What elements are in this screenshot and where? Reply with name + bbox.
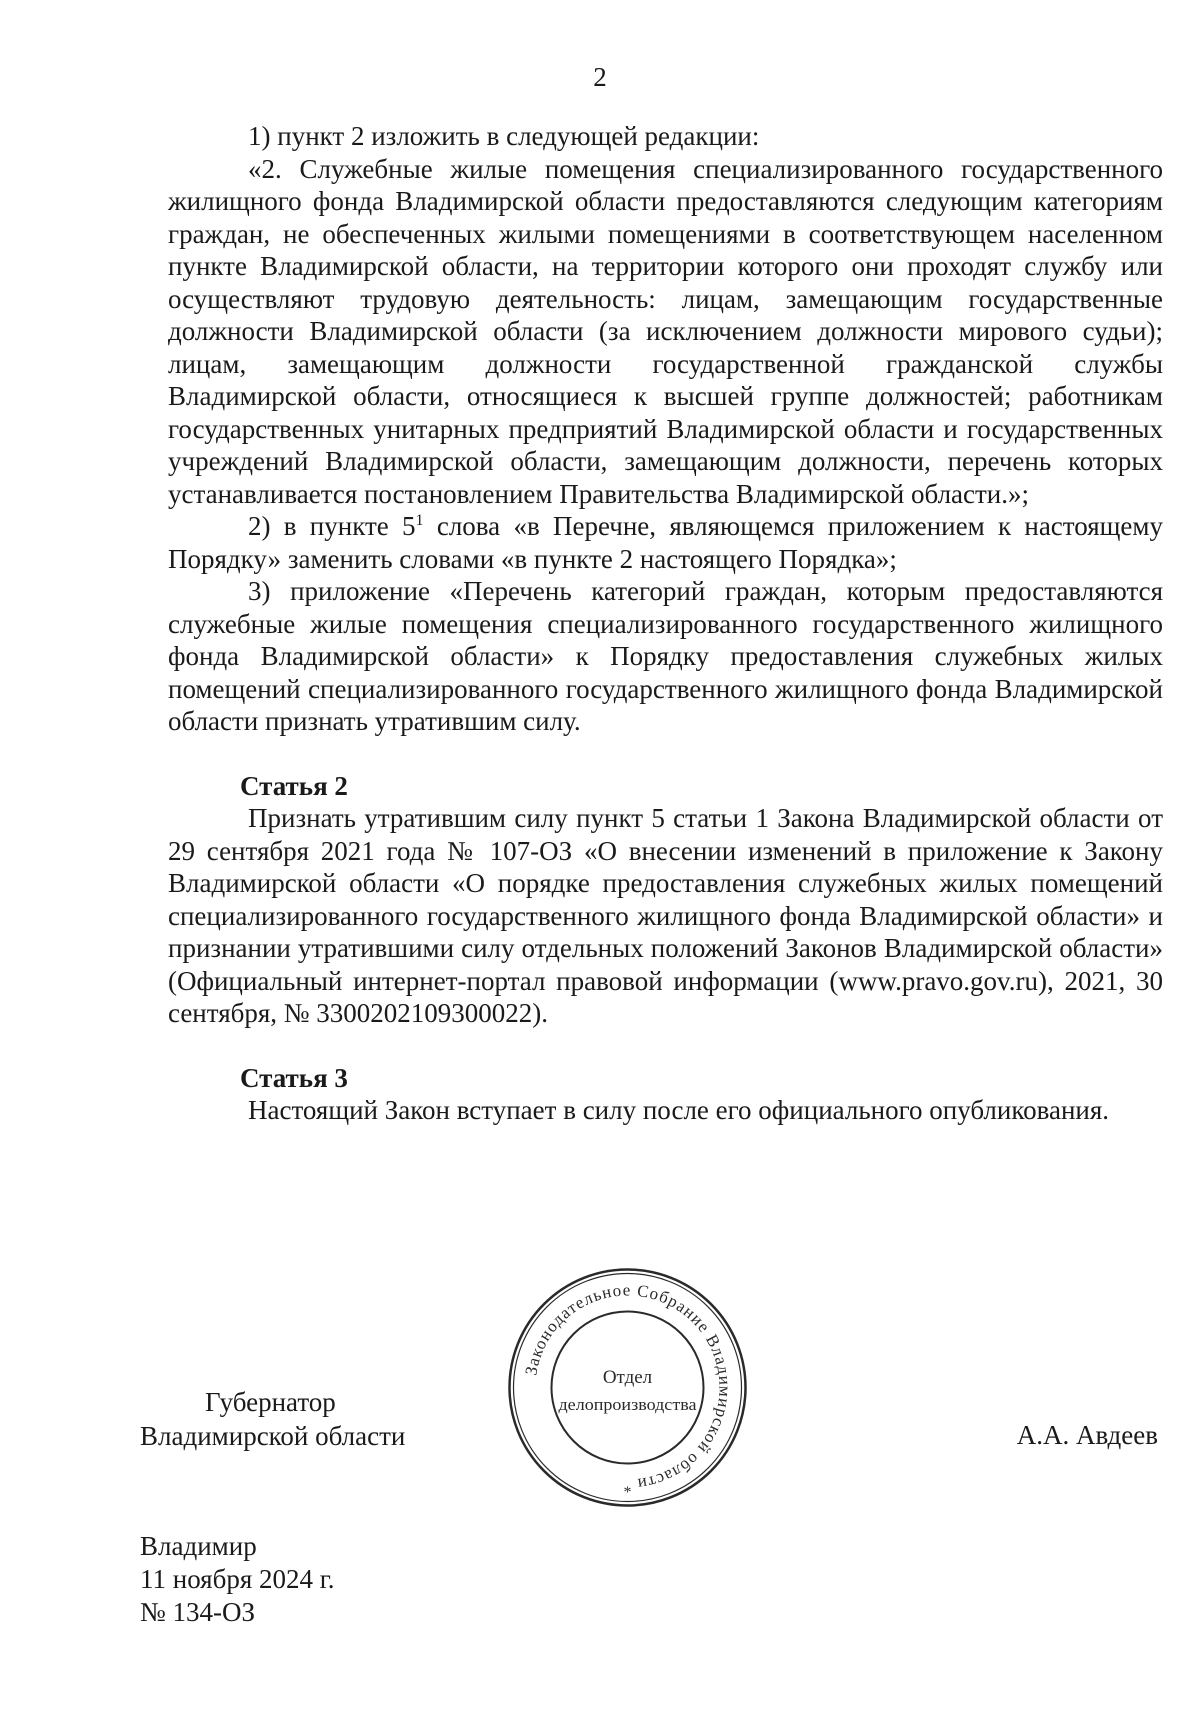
paragraph-item-3: 3) приложение «Перечень категорий граждан, которым предоставляются служебные жилые помещения специализированного государственного жилищного фонда Владимирской области» к Порядку предоставления служебных жилых помещений специализированного государственного жилищного фонда Владимирской области признать утратившим силу. [168,576,1163,736]
paragraph-quoted-item-2: «2. Служебные жилые помещения специализированного государственного жилищного фонда Владимирской области предоставляются следующим категориям граждан, не обеспеченных жилыми помещениями в соответствующем населенном пункте Владимирской области, на территории которого они проходят службу или осуществляют трудовую деятельность: лицам, замещающим государственные должности Владимирской области (за исключением должности мирового судьи); лицам, замещающим должности государственной гражданской службы Владимирской области, относящиеся к высшей группе должностей; работникам государственных унитарных предприятий Владимирской области и государственных учреждений Владимирской области, замещающим должности, перечень которых устанавливается постановлением Правительства Владимирской области.»; [168,153,1163,509]
item-2-text-after: слова «в Перечне, являющемся приложением к настоящему Порядку» заменить словами «в пункте 2 настоящего Порядка»; [168,511,1163,574]
footer-date: 11 ноября 2024 г. [140,1564,335,1594]
item-2-text-before: 2) в пункте 5 [248,511,416,541]
article-3-title: Статья 3 [240,1062,348,1093]
signature-position-line-1: Губернатор [205,1387,336,1417]
paragraph-item-2 [168,510,1163,575]
article-2-title: Статья 2 [240,770,348,801]
article-2-text: Признать утратившим силу пункт 5 статьи 1 Закона Владимирской области от 29 сентября 2021 года № 107-ОЗ «О внесении изменений в приложение к Закону Владимирской области «О порядке предоставления служебных жилых помещений специализированного государственного жилищного фонда Владимирской области» и признании утратившими силу отдельных положений Законов Владимирской области» (Официальный интернет-портал правовой информации (www.pravo.gov.ru), 2021, 30 сентября, № 3300202109300022). [168,803,1163,1028]
footer-city: Владимир [140,1531,257,1561]
stamp-inner-line-2: делопроизводства [558,1395,697,1414]
official-stamp [505,1265,750,1510]
article-3-text: Настоящий Закон вступает в силу после его официального опубликования. [248,1095,1110,1125]
stamp-inner-line-1: Отдел [602,1367,653,1388]
signature-position [140,1385,405,1453]
stamp-star: * [623,1484,632,1501]
document-footer [140,1530,335,1629]
page-number: 2 [593,62,607,92]
stamp-ring-text: Законодательное Собрание Владимирской области [521,1280,735,1495]
item-2-superscript: 1 [415,512,424,529]
footer-number: № 134-ОЗ [140,1597,256,1627]
paragraph-item-1: 1) пункт 2 изложить в следующей редакции: [248,121,760,151]
signature-position-line-2: Владимирской области [140,1421,406,1451]
signer-name: А.А. Авдеев [1016,1420,1158,1450]
document-body [168,120,1163,1127]
